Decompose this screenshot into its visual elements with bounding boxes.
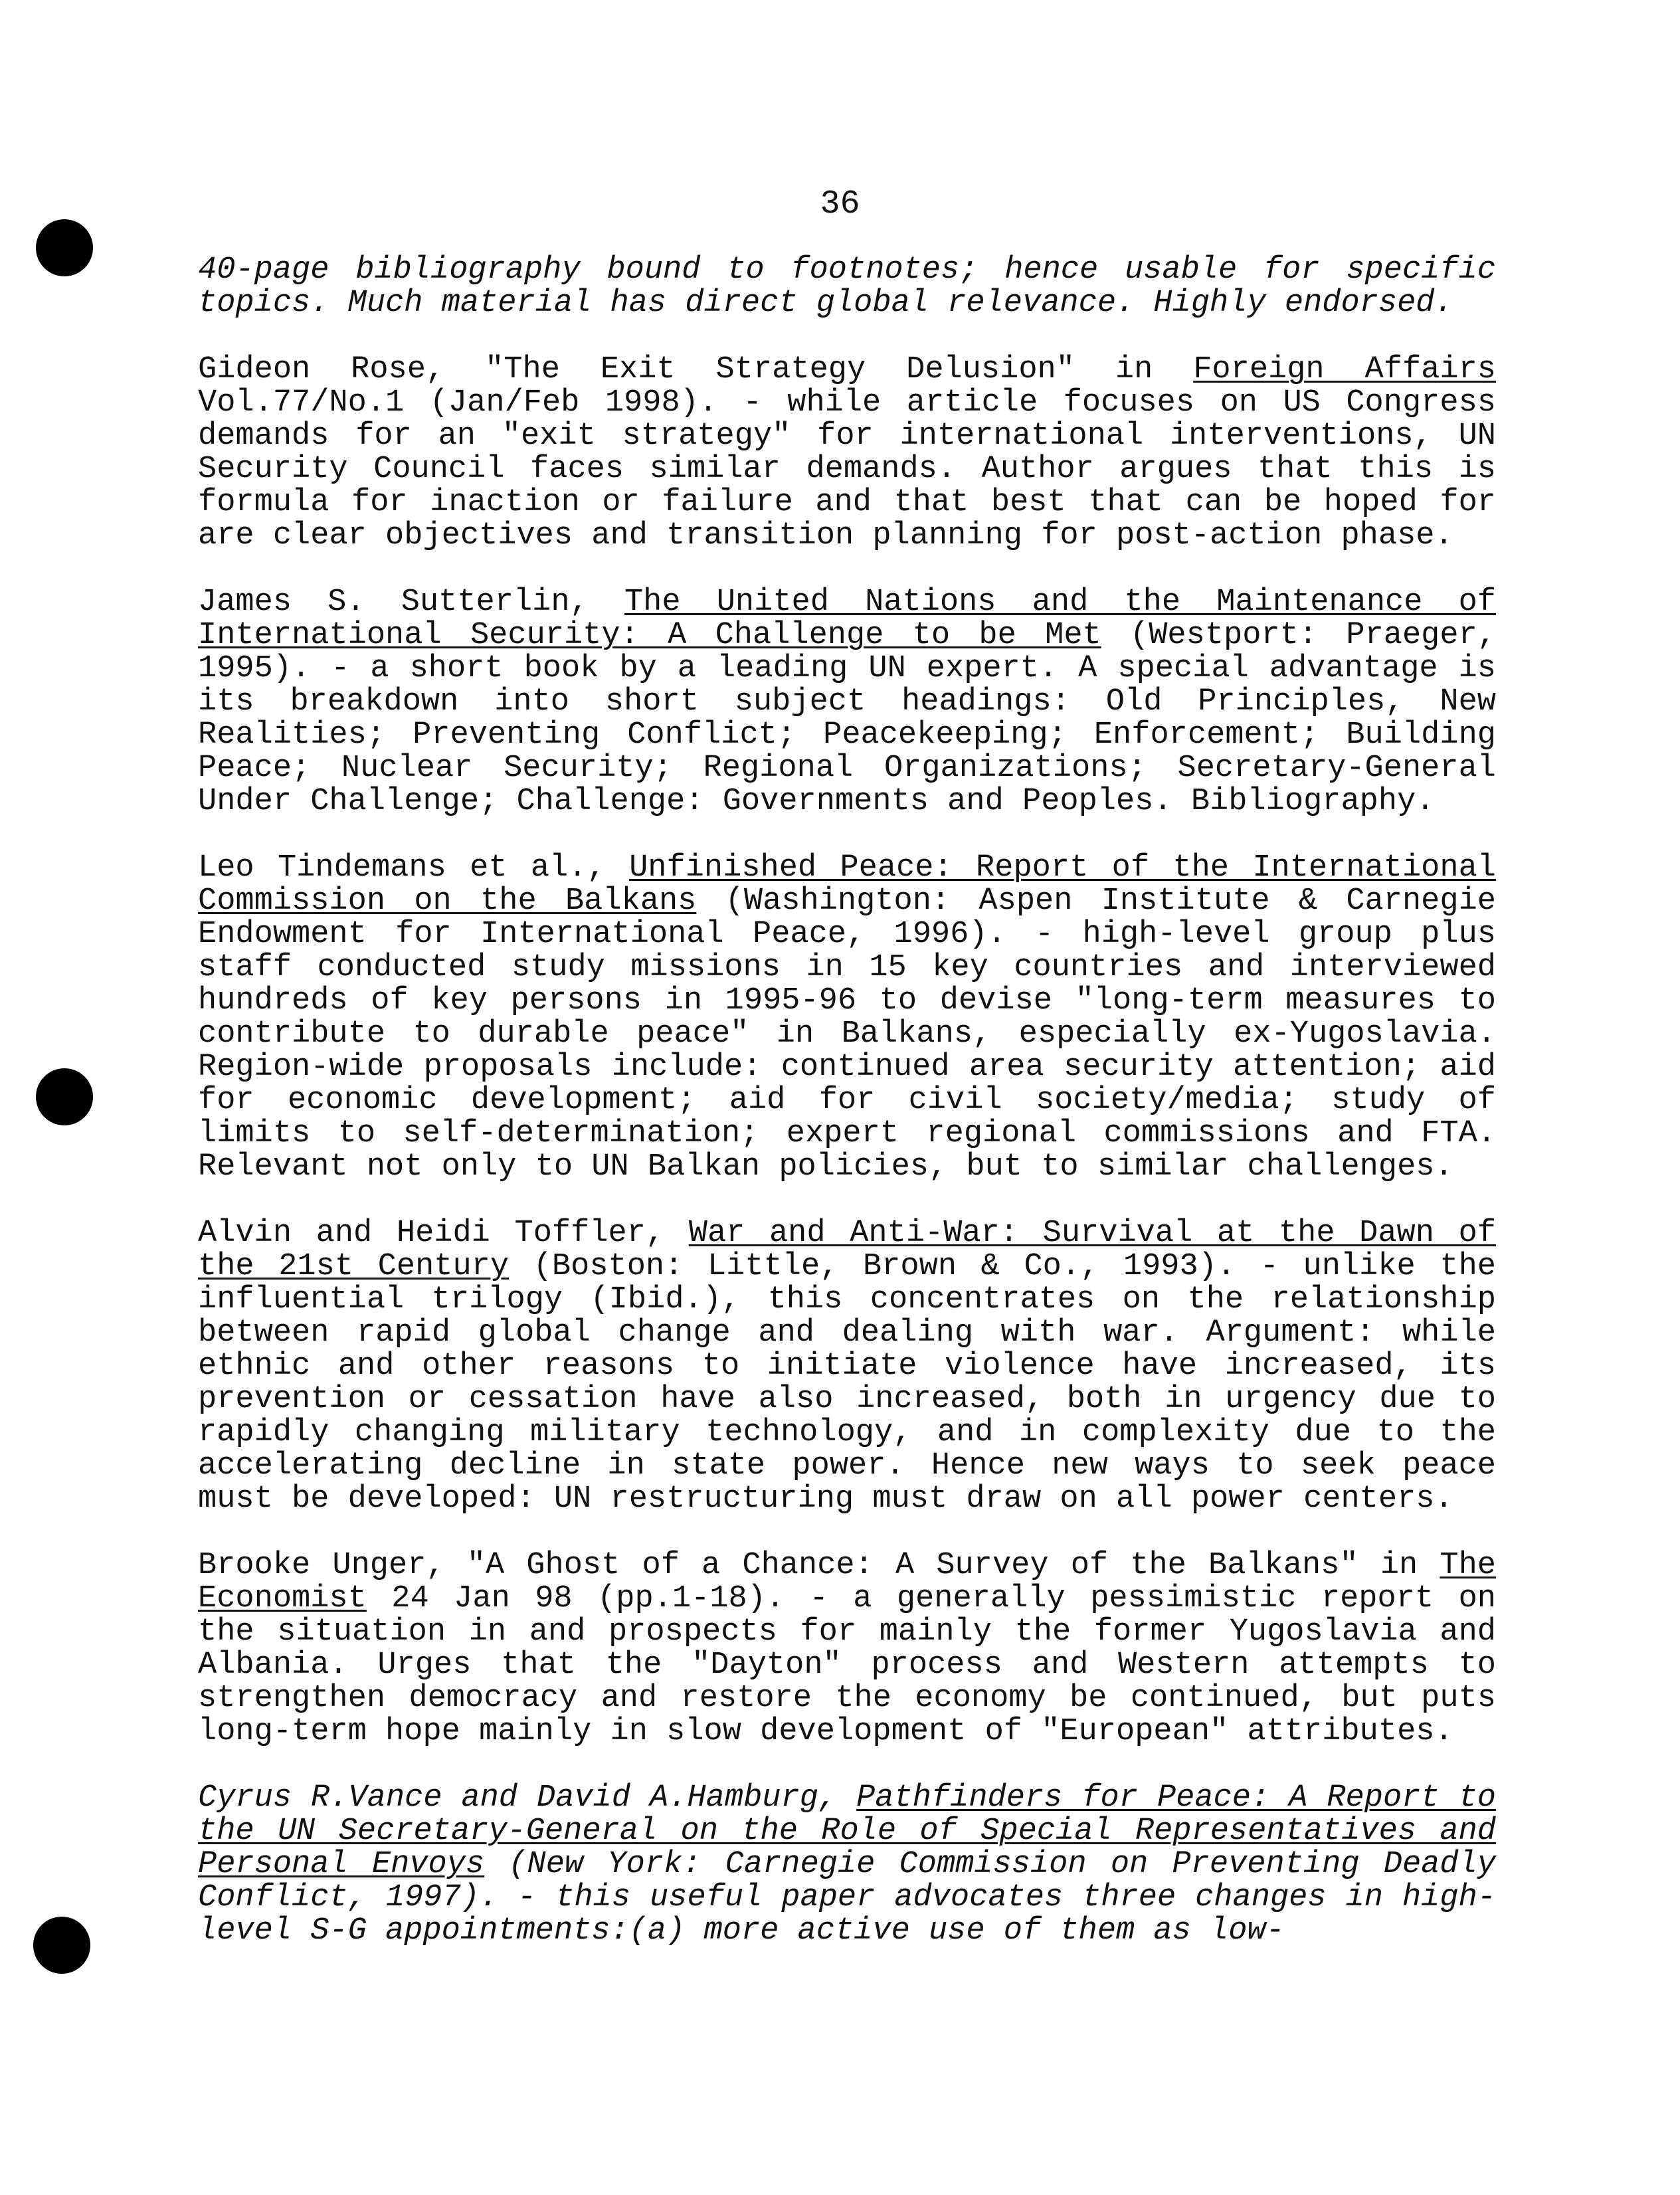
entry-annotation: Vol.77/No.1 (Jan/Feb 1998). - while article focuses on US Congress demands for an "exit strategy" for international interventions, UN Security Council faces similar demands. Author argues that this is formula for inaction or failure and that best that can be hoped for are clear objectives and transition planning for post-action phase. bbox=[198, 385, 1496, 553]
bibliography-entry-carry-over bbox=[198, 254, 1496, 320]
bibliography-entry-rose bbox=[198, 353, 1496, 553]
bibliography-entry-vance bbox=[198, 1782, 1496, 1948]
entry-title: The Economist bbox=[198, 1548, 1496, 1616]
bibliography-entry-toffler bbox=[198, 1217, 1496, 1516]
entry-author: Gideon Rose, "The Exit Strategy Delusion" in bbox=[198, 352, 1194, 387]
bibliography-entry-unger bbox=[198, 1549, 1496, 1749]
entry-title: Unfinished Peace: Report of the International Commission on the Balkans bbox=[198, 850, 1496, 919]
punch-hole-bottom bbox=[33, 1917, 90, 1974]
page-number: 36 bbox=[820, 185, 860, 223]
entry-annotation: (New York: Carnegie Commission on Preventing Deadly Conflict, 1997). - this useful paper advocates three changes in high-level S-G appointments:(a) more active use of them as low- bbox=[198, 1847, 1496, 1949]
bibliography-body bbox=[198, 254, 1496, 1981]
entry-annotation: (Westport: Praeger, 1995). - a short book by a leading UN expert. A special advantage is its breakdown into short subject headings: Old Principles, New Realities; Preventing Conflict; Peacekeeping; Enforcement; Building Peace; Nuclear Security; Regional Organizations; Secretary-General Under Challenge; Challenge: Governments and Peoples. Bibliography. bbox=[198, 618, 1496, 819]
bibliography-entry-tindemans bbox=[198, 852, 1496, 1184]
entry-author: James S. Sutterlin, bbox=[198, 585, 624, 620]
entry-title: The United Nations and the Maintenance of International Security: A Challenge to be Met bbox=[198, 585, 1497, 653]
entry-author: Cyrus R.Vance and David A.Hamburg, bbox=[198, 1780, 857, 1816]
entry-title: Pathfinders for Peace: A Report to the UN Secretary-General on the Role of Special Representatives and Personal Envoys bbox=[198, 1780, 1496, 1882]
punch-hole-middle bbox=[36, 1068, 93, 1125]
punch-hole-top bbox=[36, 219, 93, 276]
bibliography-entry-sutterlin bbox=[198, 586, 1496, 818]
entry-annotation: (Washington: Aspen Institute & Carnegie Endowment for International Peace, 1996). - high-level group plus staff conducted study missions in 15 key countries and interviewed hundreds of key persons in 1995-96 to devise "long-term measures to contribute to durable peace" in Balkans, especially ex-Yugoslavia. Region-wide proposals include: continued area security attention; aid for economic development; aid for civil society/media; study of limits to self-determination; expert regional commissions and FTA. Relevant not only to UN Balkan policies, but to similar challenges. bbox=[198, 884, 1496, 1185]
entry-author: Leo Tindemans et al., bbox=[198, 850, 630, 886]
entry-author: Alvin and Heidi Toffler, bbox=[198, 1216, 689, 1251]
entry-title: War and Anti-War: Survival at the Dawn of the 21st Century bbox=[198, 1216, 1496, 1284]
entry-annotation: (Boston: Little, Brown & Co., 1993). - unlike the influential trilogy (Ibid.), this concentrates on the relationship between rapid global change and dealing with war. Argument: while ethnic and other reasons to initiate violence have increased, its prevention or cessation have also increased, both in urgency due to rapidly changing military technology, and in complexity due to the accelerating decline in state power. Hence new ways to seek peace must be developed: UN restructuring must draw on all power centers. bbox=[198, 1249, 1496, 1517]
entry-annotation: 40-page bibliography bound to footnotes; hence usable for specific topics. Much material has direct global relevance. Highly endorsed. bbox=[198, 252, 1496, 321]
entry-author: Brooke Unger, "A Ghost of a Chance: A Survey of the Balkans" in bbox=[198, 1548, 1440, 1583]
entry-annotation: 24 Jan 98 (pp.1-18). - a generally pessimistic report on the situation in and prospects for mainly the former Yugoslavia and Albania. Urges that the "Dayton" process and Western attempts to strengthen democracy and restore the economy be continued, but puts long-term hope mainly in slow development of "European" attributes. bbox=[198, 1581, 1496, 1749]
entry-title: Foreign Affairs bbox=[1193, 352, 1496, 387]
